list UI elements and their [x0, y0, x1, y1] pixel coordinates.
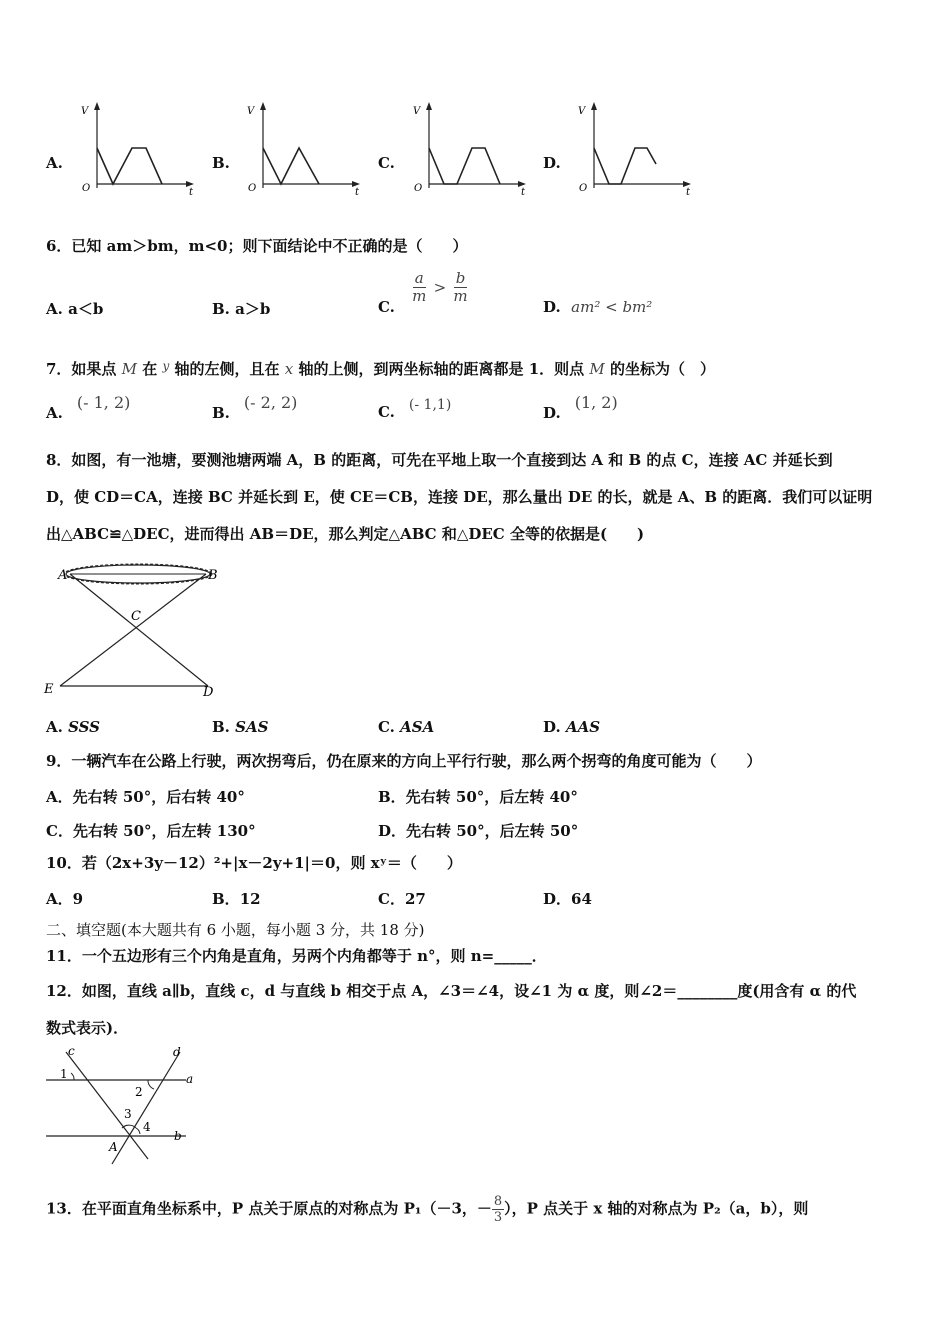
q10-stem: 10．若（2x+3y－12）²+|x－2y+1|＝0，则 xʸ＝（ ）	[46, 854, 462, 872]
origin-label: O	[414, 183, 423, 194]
q5-graph-b	[236, 96, 366, 196]
option-value: (- 1,1)	[408, 397, 452, 413]
fraction-b-over-m	[451, 270, 469, 305]
q7-option-b[interactable]	[212, 393, 298, 422]
numerator: b	[455, 269, 466, 287]
label-angle-2: 2	[135, 1085, 143, 1099]
option-letter: B.	[212, 404, 230, 422]
denominator: 3	[493, 1210, 503, 1225]
axis-t-label: t	[686, 187, 691, 196]
section-2-heading: 二、填空题(本大题共有 6 小题，每小题 3 分，共 18 分)	[46, 921, 425, 939]
option-value: 9	[72, 890, 84, 908]
fraction-8-over-3	[492, 1194, 504, 1225]
q6-option-a[interactable]	[46, 298, 103, 319]
q6-option-b[interactable]	[212, 298, 270, 319]
q8-pond-figure	[40, 558, 230, 703]
option-letter: C．	[378, 890, 405, 908]
origin-label: O	[248, 183, 257, 194]
numerator: 8	[493, 1194, 503, 1209]
option-value: 27	[404, 890, 426, 908]
axis-t-label: t	[521, 187, 526, 196]
origin-label: O	[579, 183, 588, 194]
option-letter: A.	[46, 404, 63, 422]
option-value: AAS	[565, 718, 601, 736]
q9-option-b[interactable]: B．先右转 50°，后左转 40°	[378, 788, 578, 806]
q13-part1: 13．在平面直角坐标系中，P 点关于原点的对称点为 P₁（－3，－	[46, 1199, 492, 1218]
axis-t-label: t	[355, 187, 360, 196]
label-c: c	[68, 1044, 75, 1058]
q8-line3: 出△ABC≌△DEC，进而得出 AB＝DE，那么判定△ABC 和△DEC 全等的依据是( )	[46, 525, 645, 543]
q6-option-d[interactable]	[543, 298, 652, 316]
label-b: b	[174, 1129, 182, 1143]
option-letter: A．	[46, 890, 73, 908]
q11-stem: 11．一个五边形有三个内角是直角，另两个内角都等于 n°，则 n=_____．	[46, 947, 547, 965]
option-text: a＜b	[68, 300, 104, 318]
origin-label: O	[82, 183, 91, 194]
option-value: 12	[239, 890, 261, 908]
label-angle-3: 3	[124, 1107, 132, 1121]
denominator: m	[412, 287, 427, 305]
axis-v-label: V	[81, 106, 89, 117]
option-letter: D.	[543, 154, 561, 172]
q8-line2: D，使 CD＝CA，连接 BC 并延长到 E，使 CE＝CB，连接 DE，那么量出 DE 的长，就是 A、B 的距离．我们可以证明	[46, 488, 873, 506]
option-text: am² < bm²	[571, 298, 653, 316]
label-C: C	[131, 609, 141, 624]
label-a: a	[186, 1072, 194, 1086]
option-letter: B.	[212, 154, 230, 172]
q6-stem: 6．已知 am＞bm，m<0；则下面结论中不正确的是（ ）	[46, 237, 468, 255]
option-value: SAS	[235, 718, 269, 736]
q13-part2: ），P 点关于 x 轴的对称点为 P₂（a，b），则	[504, 1199, 809, 1218]
q5-option-c[interactable]	[378, 154, 395, 172]
q8-option-d[interactable]	[543, 718, 600, 736]
label-B: B	[208, 568, 218, 583]
label-angle-4: 4	[143, 1120, 151, 1134]
option-letter: C.	[378, 718, 395, 736]
q12-line2: 数式表示)．	[46, 1019, 129, 1037]
option-letter: A.	[46, 154, 63, 172]
q5-graph-a	[70, 96, 200, 196]
axis-v-label: V	[578, 106, 586, 117]
option-letter: B.	[212, 300, 230, 318]
axis-v-label: V	[413, 106, 421, 117]
q12-parallel-lines-figure	[40, 1042, 210, 1167]
option-value: SSS	[68, 718, 100, 736]
q5-option-b[interactable]	[212, 154, 230, 172]
q10-option-d[interactable]	[543, 888, 592, 909]
option-letter: A.	[46, 300, 63, 318]
fraction-a-over-m	[410, 270, 428, 305]
label-A: A	[58, 568, 68, 583]
q10-option-c[interactable]	[378, 888, 426, 909]
q9-option-d[interactable]: D．先右转 50°，后左转 50°	[378, 822, 579, 840]
label-d: d	[173, 1045, 181, 1059]
label-D: D	[203, 685, 214, 700]
q5-graph-d	[567, 96, 697, 196]
q5-graph-c	[402, 96, 532, 196]
option-letter: A.	[46, 718, 63, 736]
axis-v-label: V	[247, 106, 255, 117]
q9-option-c[interactable]: C．先右转 50°，后左转 130°	[46, 822, 256, 840]
q9-option-a[interactable]: A．先右转 50°，后右转 40°	[46, 788, 245, 806]
option-letter: D.	[543, 404, 561, 422]
q12-line1: 12．如图，直线 a∥b，直线 c，d 与直线 b 相交于点 A，∠3＝∠4，设∠1 为 α 度，则∠2＝________度(用含有 α 的代	[46, 982, 857, 1000]
axis-t-label: t	[189, 187, 194, 196]
q8-line1: 8．如图，有一池塘，要测池塘两端 A，B 的距离，可先在平地上取一个直接到达 A 和 B 的点 C，连接 AC 并延长到	[46, 451, 833, 469]
option-letter: D.	[543, 718, 561, 736]
denominator: m	[453, 287, 468, 305]
q6-option-c[interactable]	[378, 270, 470, 316]
option-letter: B.	[212, 718, 230, 736]
q10-option-b[interactable]	[212, 888, 261, 909]
q8-option-c[interactable]	[378, 718, 434, 736]
numerator: a	[414, 269, 424, 287]
option-letter: C.	[378, 403, 395, 421]
option-letter: D．	[543, 890, 572, 908]
option-text: a＞b	[235, 300, 271, 318]
option-value: (- 2, 2)	[243, 393, 298, 412]
q9-stem: 9．一辆汽车在公路上行驶，两次拐弯后，仍在原来的方向上平行行驶，那么两个拐弯的角度可能为（ ）	[46, 752, 762, 770]
q5-option-a[interactable]	[46, 154, 63, 172]
q5-option-d[interactable]	[543, 154, 561, 172]
option-value: 64	[571, 890, 592, 908]
q8-option-a[interactable]	[46, 718, 100, 736]
q7-option-d[interactable]	[543, 393, 618, 422]
q10-option-a[interactable]	[46, 888, 83, 909]
q7-stem: 7．如果点 M 在 $^y$ 轴的左侧，且在 x 轴的上侧，到两坐标轴的距离都是 1．则点 M 的坐标为（ ）	[46, 359, 715, 378]
q7-option-a[interactable]	[46, 393, 131, 422]
label-A: A	[109, 1140, 118, 1154]
option-letter: C.	[378, 298, 395, 316]
option-value: (- 1, 2)	[76, 393, 131, 412]
q7-option-c[interactable]	[378, 397, 452, 421]
q8-option-b[interactable]	[212, 718, 268, 736]
label-E: E	[44, 682, 54, 697]
label-angle-1: 1	[60, 1067, 68, 1081]
operator: >	[433, 278, 447, 297]
option-value: ASA	[400, 718, 435, 736]
q13-stem	[46, 1194, 808, 1225]
option-value: (1, 2)	[574, 393, 618, 412]
option-letter: C.	[378, 154, 395, 172]
option-letter: B．	[212, 890, 240, 908]
option-letter: D.	[543, 298, 561, 316]
